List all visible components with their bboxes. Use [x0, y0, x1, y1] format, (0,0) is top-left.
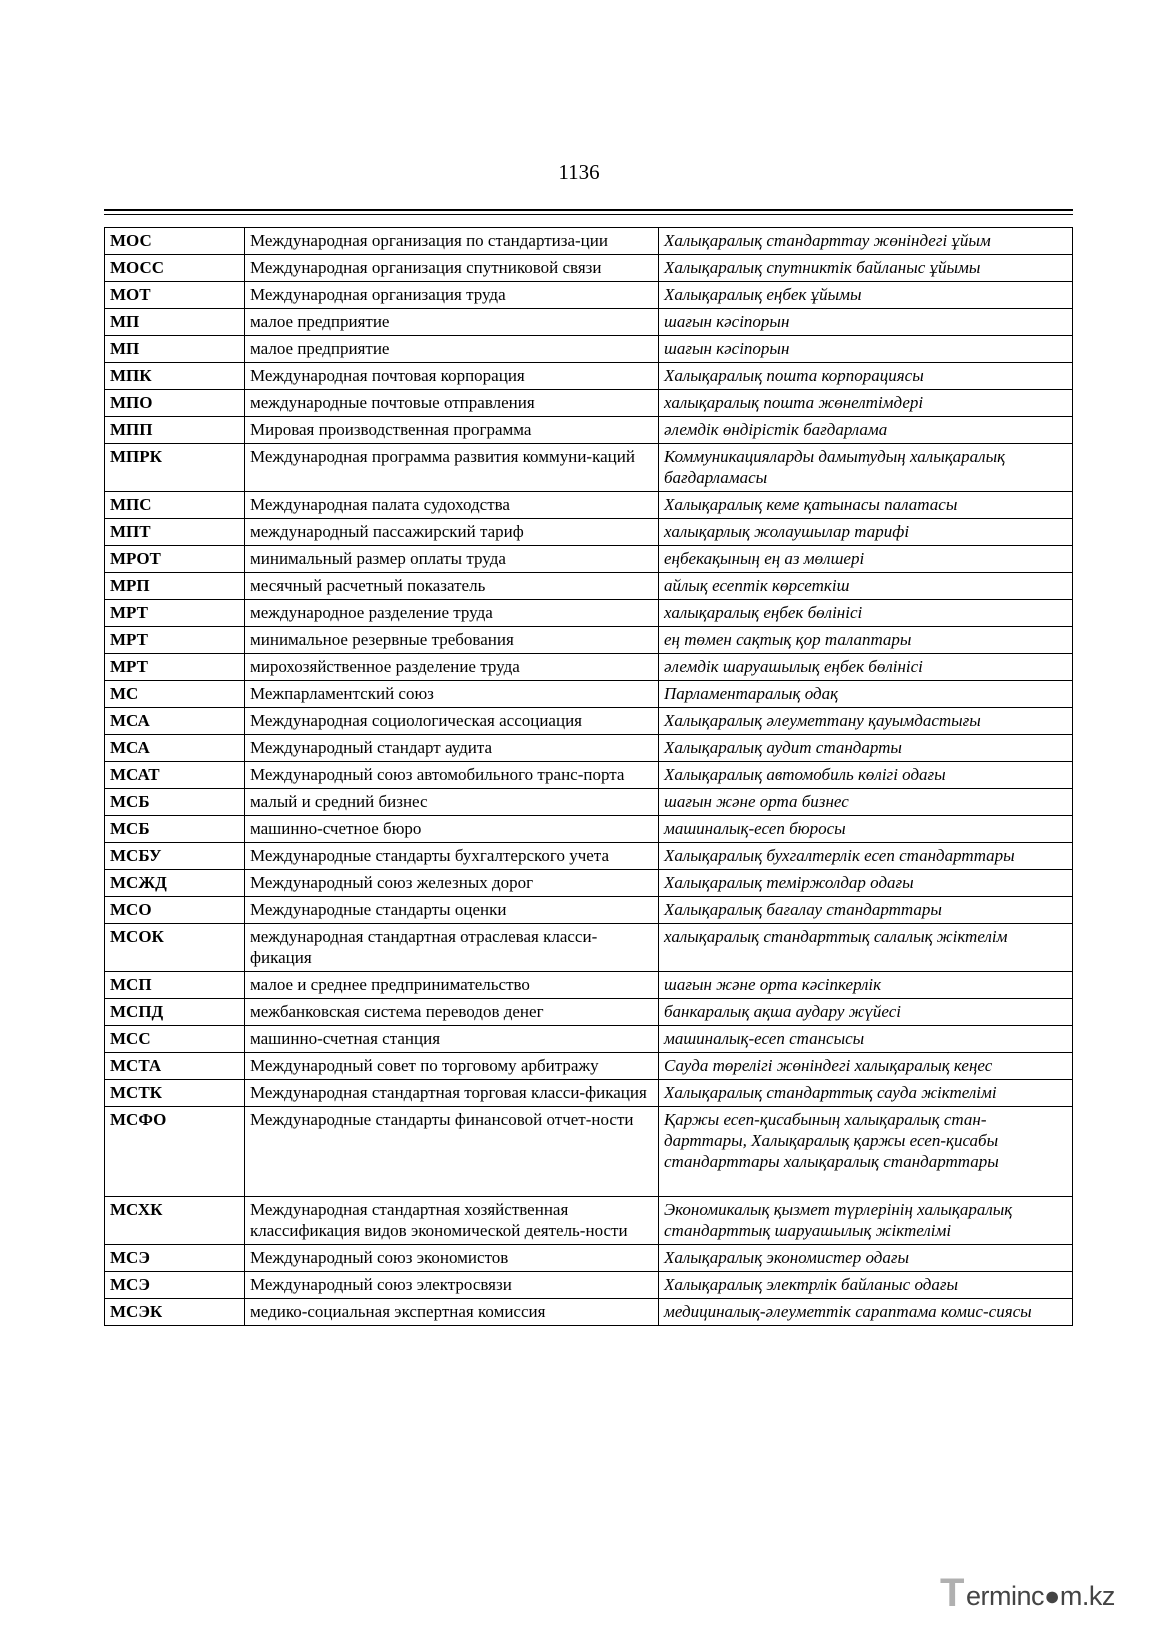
- abbreviation-cell: МСОК: [105, 924, 245, 972]
- header-rule-thick: [104, 209, 1073, 211]
- table-row: [105, 897, 1073, 924]
- russian-term-cell: Международный союз электросвязи: [245, 1272, 659, 1299]
- table-row: [105, 255, 1073, 282]
- kazakh-term-cell: Сауда төрелігі жөніндегі халықаралық кеңес: [659, 1053, 1073, 1080]
- table-row: [105, 654, 1073, 681]
- russian-term-cell: Международная организация спутниковой связи: [245, 255, 659, 282]
- abbreviation-cell: МСА: [105, 735, 245, 762]
- abbreviation-cell: МПРК: [105, 444, 245, 492]
- terminkom-watermark: [940, 1571, 1140, 1619]
- kazakh-term-cell: Халықаралық кеме қатынасы палатасы: [659, 492, 1073, 519]
- russian-term-cell: Международный союз автомобильного транс-порта: [245, 762, 659, 789]
- abbreviation-cell: МПС: [105, 492, 245, 519]
- abbreviation-cell: МСБ: [105, 789, 245, 816]
- kazakh-term-cell: халықаралық пошта жөнелтімдері: [659, 390, 1073, 417]
- abbreviation-cell: МСА: [105, 708, 245, 735]
- abbreviation-cell: МРТ: [105, 654, 245, 681]
- table-row: [105, 1197, 1073, 1245]
- table-row: [105, 972, 1073, 999]
- table-row: [105, 228, 1073, 255]
- abbreviation-cell: МСХК: [105, 1197, 245, 1245]
- kazakh-term-cell: шағын және орта кәсіпкерлік: [659, 972, 1073, 999]
- kazakh-term-cell: Халықаралық теміржолдар одағы: [659, 870, 1073, 897]
- abbreviation-cell: МСЭ: [105, 1245, 245, 1272]
- table-row: [105, 1245, 1073, 1272]
- watermark-text: erminc●m.kz: [966, 1581, 1115, 1611]
- russian-term-cell: Международная организация по стандартиза-ции: [245, 228, 659, 255]
- abbreviation-cell: МСБ: [105, 816, 245, 843]
- russian-term-cell: Международная стандартная торговая класси-фикация: [245, 1080, 659, 1107]
- kazakh-term-cell: Халықаралық еңбек ұйымы: [659, 282, 1073, 309]
- kazakh-term-cell: шағын кәсіпорын: [659, 336, 1073, 363]
- russian-term-cell: Международный стандарт аудита: [245, 735, 659, 762]
- russian-term-cell: Международный совет по торговому арбитражу: [245, 1053, 659, 1080]
- kazakh-term-cell: халықаралық еңбек бөлінісі: [659, 600, 1073, 627]
- table-row: [105, 1026, 1073, 1053]
- russian-term-cell: международные почтовые отправления: [245, 390, 659, 417]
- kazakh-term-cell: айлық есептік көрсеткіш: [659, 573, 1073, 600]
- russian-term-cell: Международные стандарты финансовой отчет-ности: [245, 1107, 659, 1197]
- abbreviation-cell: МРП: [105, 573, 245, 600]
- table-row: [105, 924, 1073, 972]
- russian-term-cell: Международная программа развития коммуни-каций: [245, 444, 659, 492]
- russian-term-cell: международная стандартная отраслевая класси-фикация: [245, 924, 659, 972]
- abbreviation-cell: МПК: [105, 363, 245, 390]
- kazakh-term-cell: машиналық-есеп стансысы: [659, 1026, 1073, 1053]
- kazakh-term-cell: халықарлық жолаушылар тарифі: [659, 519, 1073, 546]
- table-row: [105, 1272, 1073, 1299]
- russian-term-cell: Международный союз экономистов: [245, 1245, 659, 1272]
- watermark-t-logo: T: [940, 1571, 964, 1615]
- kazakh-term-cell: Коммуникацияларды дамытудың халықаралық бағдарламасы: [659, 444, 1073, 492]
- table-row: [105, 444, 1073, 492]
- abbreviation-cell: МРОТ: [105, 546, 245, 573]
- table-row: [105, 573, 1073, 600]
- abbreviation-cell: МСЖД: [105, 870, 245, 897]
- kazakh-term-cell: Халықаралық спутниктік байланыс ұйымы: [659, 255, 1073, 282]
- kazakh-term-cell: машиналық-есеп бюросы: [659, 816, 1073, 843]
- table-row: [105, 600, 1073, 627]
- kazakh-term-cell: Халықаралық автомобиль көлігі одағы: [659, 762, 1073, 789]
- russian-term-cell: Межпарламентский союз: [245, 681, 659, 708]
- kazakh-term-cell: Халықаралық электрлік байланыс одағы: [659, 1272, 1073, 1299]
- kazakh-term-cell: Халықаралық пошта корпорациясы: [659, 363, 1073, 390]
- abbreviation-cell: МСБУ: [105, 843, 245, 870]
- russian-term-cell: международный пассажирский тариф: [245, 519, 659, 546]
- abbreviation-cell: МСО: [105, 897, 245, 924]
- kazakh-term-cell: Халықаралық бухгалтерлік есеп стандарттары: [659, 843, 1073, 870]
- abbreviation-cell: МСП: [105, 972, 245, 999]
- kazakh-term-cell: шағын және орта бизнес: [659, 789, 1073, 816]
- kazakh-term-cell: Парламентаралық одақ: [659, 681, 1073, 708]
- kazakh-term-cell: банкаралық ақша аудару жүйесі: [659, 999, 1073, 1026]
- russian-term-cell: малый и средний бизнес: [245, 789, 659, 816]
- table-row: [105, 519, 1073, 546]
- abbreviation-cell: МСС: [105, 1026, 245, 1053]
- kazakh-term-cell: медициналық-әлеуметтік сараптама комис-сиясы: [659, 1299, 1073, 1326]
- kazakh-term-cell: әлемдік шаруашылық еңбек бөлінісі: [659, 654, 1073, 681]
- russian-term-cell: международное разделение труда: [245, 600, 659, 627]
- russian-term-cell: Международные стандарты бухгалтерского учета: [245, 843, 659, 870]
- table-row: [105, 1053, 1073, 1080]
- abbreviation-cell: МОС: [105, 228, 245, 255]
- kazakh-term-cell: Қаржы есеп-қисабының халықаралық стан-дарттары, Халықаралық қаржы есеп-қисабы стандарттары халықаралық стандарттары: [659, 1107, 1073, 1197]
- table-row: [105, 789, 1073, 816]
- russian-term-cell: Международная социологическая ассоциация: [245, 708, 659, 735]
- table-row: [105, 843, 1073, 870]
- russian-term-cell: машинно-счетное бюро: [245, 816, 659, 843]
- abbreviation-cell: МПТ: [105, 519, 245, 546]
- table-row: [105, 999, 1073, 1026]
- abbreviation-cell: МСТК: [105, 1080, 245, 1107]
- abbreviation-cell: МОТ: [105, 282, 245, 309]
- kazakh-term-cell: еңбекақының ең аз мөлшері: [659, 546, 1073, 573]
- abbreviation-cell: МСАТ: [105, 762, 245, 789]
- table-row: [105, 1107, 1073, 1197]
- table-row: [105, 492, 1073, 519]
- kazakh-term-cell: Халықаралық стандарттау жөніндегі ұйым: [659, 228, 1073, 255]
- table-row: [105, 390, 1073, 417]
- page-number: 1136: [558, 160, 600, 184]
- russian-term-cell: медико-социальная экспертная комиссия: [245, 1299, 659, 1326]
- russian-term-cell: Международная организация труда: [245, 282, 659, 309]
- abbreviation-cell: МПО: [105, 390, 245, 417]
- russian-term-cell: Международный союз железных дорог: [245, 870, 659, 897]
- header-rule-thin: [104, 214, 1073, 215]
- table-row: [105, 708, 1073, 735]
- russian-term-cell: Международная палата судоходства: [245, 492, 659, 519]
- table-row: [105, 816, 1073, 843]
- abbreviation-cell: МП: [105, 336, 245, 363]
- abbreviation-cell: МРТ: [105, 600, 245, 627]
- table-row: [105, 417, 1073, 444]
- table-row: [105, 282, 1073, 309]
- kazakh-term-cell: Халықаралық аудит стандарты: [659, 735, 1073, 762]
- table-row: [105, 1080, 1073, 1107]
- russian-term-cell: Международная почтовая корпорация: [245, 363, 659, 390]
- kazakh-term-cell: Экономикалық қызмет түрлерінің халықаралық стандарттық шаруашылық жіктелімі: [659, 1197, 1073, 1245]
- abbreviation-cell: МСТА: [105, 1053, 245, 1080]
- abbreviation-cell: МСФО: [105, 1107, 245, 1197]
- kazakh-term-cell: Халықаралық экономистер одағы: [659, 1245, 1073, 1272]
- abbreviation-table-body: [105, 228, 1073, 1326]
- table-row: [105, 870, 1073, 897]
- table-row: [105, 681, 1073, 708]
- table-row: [105, 735, 1073, 762]
- abbreviation-cell: МРТ: [105, 627, 245, 654]
- abbreviation-cell: МПП: [105, 417, 245, 444]
- abbreviation-cell: МОСС: [105, 255, 245, 282]
- kazakh-term-cell: халықаралық стандарттық салалық жіктелім: [659, 924, 1073, 972]
- russian-term-cell: малое предприятие: [245, 309, 659, 336]
- abbreviation-cell: МСПД: [105, 999, 245, 1026]
- table-row: [105, 363, 1073, 390]
- kazakh-term-cell: Халықаралық бағалау стандарттары: [659, 897, 1073, 924]
- russian-term-cell: малое предприятие: [245, 336, 659, 363]
- russian-term-cell: Международная стандартная хозяйственная классификация видов экономической деятель-ности: [245, 1197, 659, 1245]
- table-row: [105, 309, 1073, 336]
- kazakh-term-cell: шағын кәсіпорын: [659, 309, 1073, 336]
- table-row: [105, 762, 1073, 789]
- abbreviation-cell: МС: [105, 681, 245, 708]
- russian-term-cell: Мировая производственная программа: [245, 417, 659, 444]
- abbreviation-cell: МП: [105, 309, 245, 336]
- table-row: [105, 627, 1073, 654]
- abbreviation-cell: МСЭК: [105, 1299, 245, 1326]
- kazakh-term-cell: Халықаралық әлеуметтану қауымдастығы: [659, 708, 1073, 735]
- russian-term-cell: месячный расчетный показатель: [245, 573, 659, 600]
- kazakh-term-cell: Халықаралық стандарттық сауда жіктелімі: [659, 1080, 1073, 1107]
- russian-term-cell: мирохозяйственное разделение труда: [245, 654, 659, 681]
- russian-term-cell: малое и среднее предпринимательство: [245, 972, 659, 999]
- table-row: [105, 546, 1073, 573]
- abbreviation-cell: МСЭ: [105, 1272, 245, 1299]
- russian-term-cell: межбанковская система переводов денег: [245, 999, 659, 1026]
- kazakh-term-cell: әлемдік өндірістік бағдарлама: [659, 417, 1073, 444]
- russian-term-cell: машинно-счетная станция: [245, 1026, 659, 1053]
- russian-term-cell: минимальное резервные требования: [245, 627, 659, 654]
- russian-term-cell: Международные стандарты оценки: [245, 897, 659, 924]
- abbreviation-table: [104, 227, 1073, 1326]
- table-row: [105, 336, 1073, 363]
- table-row: [105, 1299, 1073, 1326]
- russian-term-cell: минимальный размер оплаты труда: [245, 546, 659, 573]
- kazakh-term-cell: ең төмен сақтық қор талаптары: [659, 627, 1073, 654]
